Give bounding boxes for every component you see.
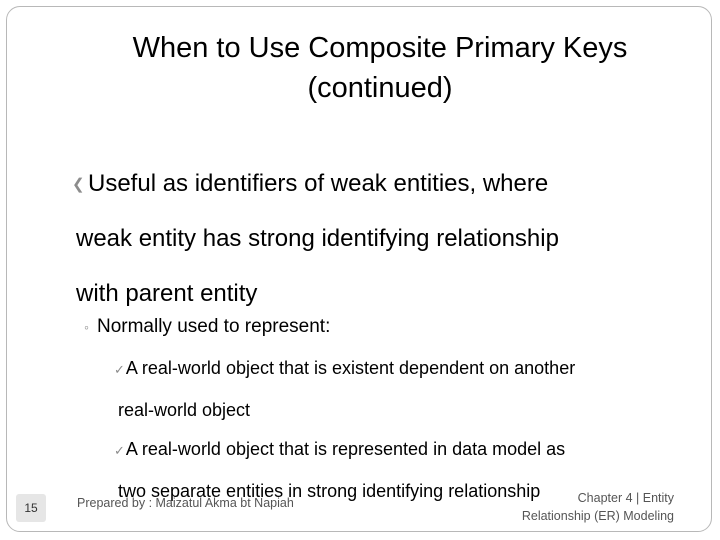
slide-title [60,28,700,108]
ring-bullet-icon: ◦ [84,319,89,335]
bullet-level-1 [72,156,688,321]
bullet-l2-text: Normally used to represent: [96,316,331,337]
bullet-level-3-a [114,348,694,430]
checkmark-bullet-icon: ✓ [114,443,125,458]
chapter-label [454,489,674,525]
bullet-l1-line-1: Useful as identifiers of weak entities, where [88,170,549,197]
bullet-l1-line-2: weak entity has strong identifying relationship [76,225,559,252]
bullet-l3a-line-1: A real-world object that is existent dependent on another [125,358,576,378]
chapter-line-1: Chapter 4 | Entity [577,491,674,505]
title-line-2: (continued) [307,72,453,104]
chapter-line-2: Relationship (ER) Modeling [521,509,674,523]
bullet-l3a-line-2: real-world object [118,400,251,420]
checkmark-bullet-icon: ✓ [114,362,125,377]
bullet-l3b-line-1: A real-world object that is represented in data model as [125,439,566,459]
title-line-1: When to Use Composite Primary Keys [132,32,628,64]
page-number: 15 [16,494,46,522]
bullet-l3b-line-2: two separate entities in strong identifying relationship [118,481,541,501]
bullet-l1-line-3: with parent entity [76,280,258,307]
prepared-by: Prepared by : Maizatul Akma bt Napiah [77,496,294,510]
bullet-level-2 [84,312,330,342]
chevron-bullet-icon: ❮ [72,176,85,193]
